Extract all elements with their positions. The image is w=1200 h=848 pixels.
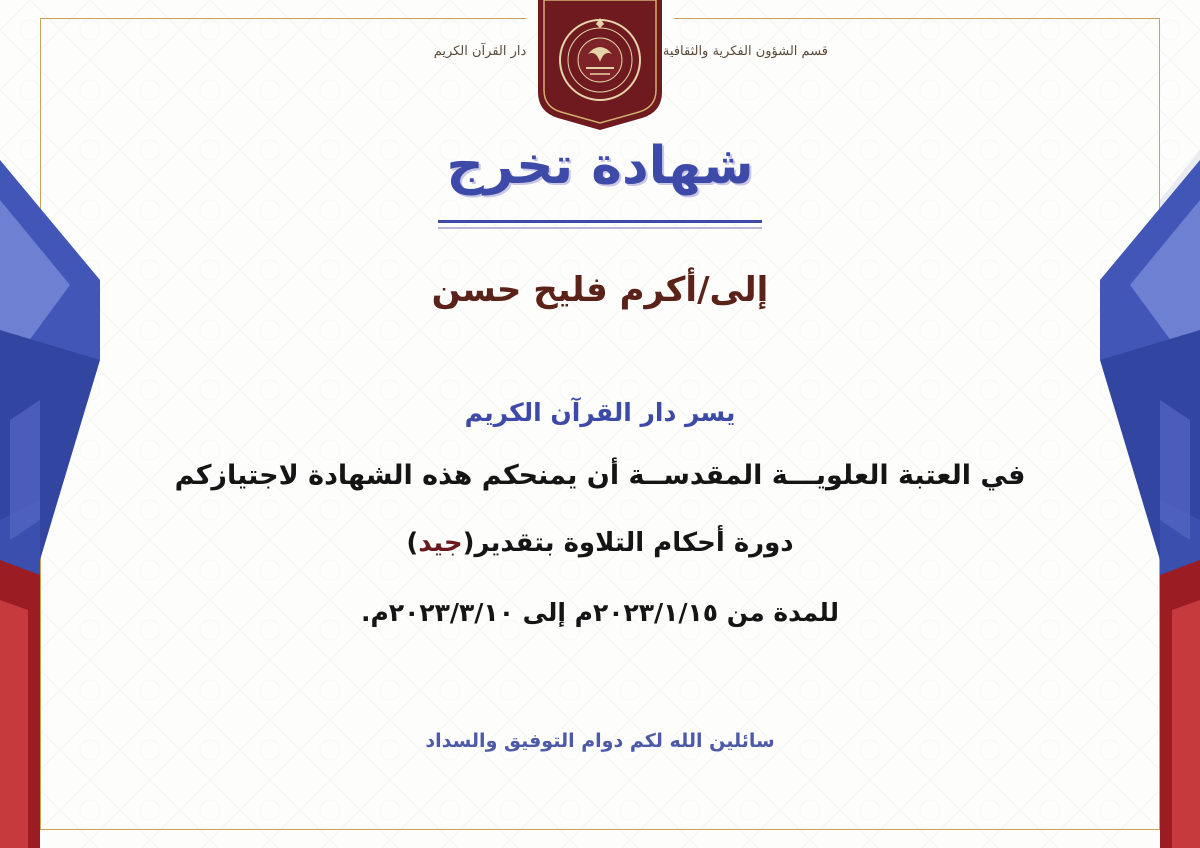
certificate-title: شهادة تخرج bbox=[446, 136, 754, 196]
closing-greeting: سائلين الله لكم دوام التوفيق والسداد bbox=[425, 730, 775, 752]
duration-line: للمدة من ٢٠٢٣/١/١٥م إلى ٢٠٢٣/٣/١٠م. bbox=[361, 598, 839, 627]
shrine-emblem bbox=[538, 0, 662, 130]
body-line-2: في العتبة العلويـــة المقدســة أن يمنحكم هذه الشهادة لاجتيازكم bbox=[174, 460, 1026, 491]
grade-text: جيد bbox=[418, 528, 463, 558]
recipient-name: إلى/أكرم فليح حسن bbox=[431, 270, 769, 310]
body-line-3 bbox=[100, 528, 1100, 558]
department-header: قسم الشؤون الفكرية والثقافية bbox=[662, 44, 828, 59]
course-text: دورة أحكام التلاوة بتقدير( bbox=[462, 528, 794, 558]
title-underline-secondary bbox=[438, 227, 762, 229]
body-line-1: يسر دار القرآن الكريم bbox=[464, 398, 736, 427]
grade-close-paren: ) bbox=[406, 528, 419, 558]
title-underline bbox=[438, 220, 762, 223]
house-header: دار القرآن الكريم bbox=[433, 44, 527, 59]
